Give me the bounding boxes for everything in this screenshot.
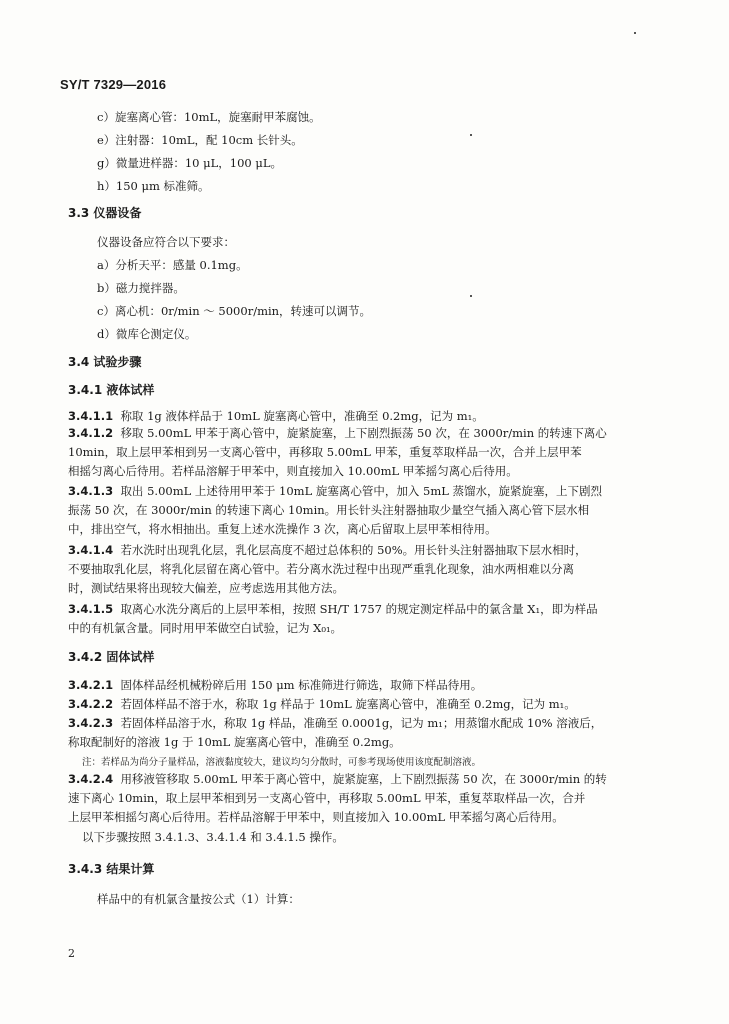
- paragraph-line: 以下步骤按照 3.4.1.3、3.4.1.4 和 3.4.1.5 操作。: [82, 830, 344, 844]
- paragraph-line: 中，排出空气，将水相抽出。重复上述水洗操作 3 次，离心后留取上层甲苯相待用。: [68, 522, 497, 536]
- clause-number: 3.4.1.5: [68, 602, 114, 616]
- clause-text: 固体样品经机械粉碎后用 150 μm 标准筛进行筛选，取筛下样品待用。: [120, 678, 483, 692]
- paragraph-line: 上层甲苯相摇匀离心后待用。若样品溶解于甲苯中，则直接加入 10.00mL 甲苯摇匀离心后待用。: [68, 810, 564, 824]
- clause-number: 3.4.1.2: [68, 426, 114, 440]
- paragraph-line: [68, 426, 607, 440]
- page-number: 2: [68, 947, 75, 960]
- scan-speck: [634, 32, 636, 34]
- paragraph-line: [68, 484, 602, 498]
- paragraph-line: 中的有机氯含量。同时用甲苯做空白试验，记为 X₀₁。: [68, 621, 343, 635]
- paragraph-line: [68, 716, 602, 730]
- section-heading: 3.4 试验步骤: [68, 355, 142, 369]
- clause-text: 若固体样品不溶于水，称取 1g 样品于 10mL 旋塞离心管中，准确至 0.2mg，记为 m₁。: [120, 697, 576, 711]
- paragraph-line: [68, 678, 482, 692]
- clause-number: 3.4.2.4: [68, 772, 114, 786]
- clause-number: 3.4.2.2: [68, 697, 114, 711]
- paragraph-line: [68, 772, 607, 786]
- clause-number: 3.4.1.4: [68, 543, 114, 557]
- subsection-heading: 3.4.3 结果计算: [68, 862, 155, 876]
- paragraph-line: 振荡 50 次，在 3000r/min 的转速下离心 10min。用长针头注射器抽取少量空气插入离心管下层水相: [68, 503, 590, 517]
- paragraph-line: [68, 697, 576, 711]
- list-item: c）旋塞离心管：10mL，旋塞耐甲苯腐蚀。: [97, 110, 321, 124]
- list-item: h）150 μm 标准筛。: [97, 179, 210, 193]
- clause-text: 取离心水洗分离后的上层甲苯相，按照 SH/T 1757 的规定测定样品中的氯含量 X₁，即为样品: [120, 602, 598, 616]
- section-heading: 3.3 仪器设备: [68, 206, 142, 220]
- clause-number: 3.4.2.3: [68, 716, 114, 730]
- clause-text: 若水洗时出现乳化层，乳化层高度不超过总体积的 50%。用长针头注射器抽取下层水相时，: [120, 543, 587, 557]
- clause-text: 用移液管移取 5.00mL 甲苯于离心管中，旋紧旋塞，上下剧烈振荡 50 次，在 3000r/min 的转: [120, 772, 607, 786]
- paragraph-line: 时，测试结果将出现较大偏差，应考虑选用其他方法。: [68, 581, 344, 595]
- list-item: e）注射器：10mL，配 10cm 长针头。: [97, 133, 303, 147]
- paragraph-line: [68, 602, 598, 616]
- list-item: d）微库仑测定仪。: [97, 327, 197, 341]
- paragraph-line: 速下离心 10min，取上层甲苯相到另一支离心管中，再移取 5.00mL 甲苯，重复萃取样品一次，合并: [68, 791, 586, 805]
- paragraph: 样品中的有机氯含量按公式（1）计算：: [97, 892, 300, 906]
- subsection-heading: 3.4.1 液体试样: [68, 383, 155, 397]
- list-item: g）微量进样器：10 μL，100 μL。: [97, 156, 282, 170]
- paragraph-line: 不要抽取乳化层，将乳化层留在离心管中。若分离水洗过程中出现严重乳化现象，油水两相难以分离: [68, 562, 574, 576]
- list-item: b）磁力搅拌器。: [97, 281, 185, 295]
- clause-text: 取出 5.00mL 上述待用甲苯于 10mL 旋塞离心管中，加入 5mL 蒸馏水，旋紧旋塞，上下剧烈: [120, 484, 603, 498]
- scan-speck: [470, 295, 472, 297]
- clause-number: 3.4.1.1: [68, 409, 114, 423]
- paragraph-line: 称取配制好的溶液 1g 于 10mL 旋塞离心管中，准确至 0.2mg。: [68, 735, 401, 749]
- note: 注：若样品为尚分子量样品，溶液黏度较大，建议均匀分散时，可参考现场使用该度配制溶液。: [82, 757, 482, 768]
- list-item: a）分析天平：感量 0.1mg。: [97, 258, 248, 272]
- clause-text: 称取 1g 液体样品于 10mL 旋塞离心管中，准确至 0.2mg，记为 m₁。: [120, 409, 484, 423]
- paragraph-line: 10min，取上层甲苯相到另一支离心管中，再移取 5.00mL 甲苯，重复萃取样品一次，合并上层甲苯: [68, 445, 582, 459]
- scan-speck: [470, 134, 472, 136]
- list-item: c）离心机：0r/min ～ 5000r/min，转速可以调节。: [97, 304, 372, 318]
- clause-number: 3.4.2.1: [68, 678, 114, 692]
- paragraph-line: [68, 409, 484, 423]
- subsection-heading: 3.4.2 固体试样: [68, 650, 155, 664]
- paragraph-line: [68, 543, 587, 557]
- clause-text: 若固体样品溶于水，称取 1g 样品，准确至 0.0001g，记为 m₁；用蒸馏水配成 10% 溶液后，: [120, 716, 603, 730]
- paragraph-line: 相摇匀离心后待用。若样品溶解于甲苯中，则直接加入 10.00mL 甲苯摇匀离心后待用。: [68, 464, 518, 478]
- clause-text: 移取 5.00mL 甲苯于离心管中，旋紧旋塞，上下剧烈振荡 50 次，在 3000r/min 的转速下离心: [120, 426, 607, 440]
- paragraph: 仪器设备应符合以下要求：: [97, 235, 235, 249]
- standard-number-header: SY/T 7329—2016: [60, 77, 167, 92]
- clause-number: 3.4.1.3: [68, 484, 114, 498]
